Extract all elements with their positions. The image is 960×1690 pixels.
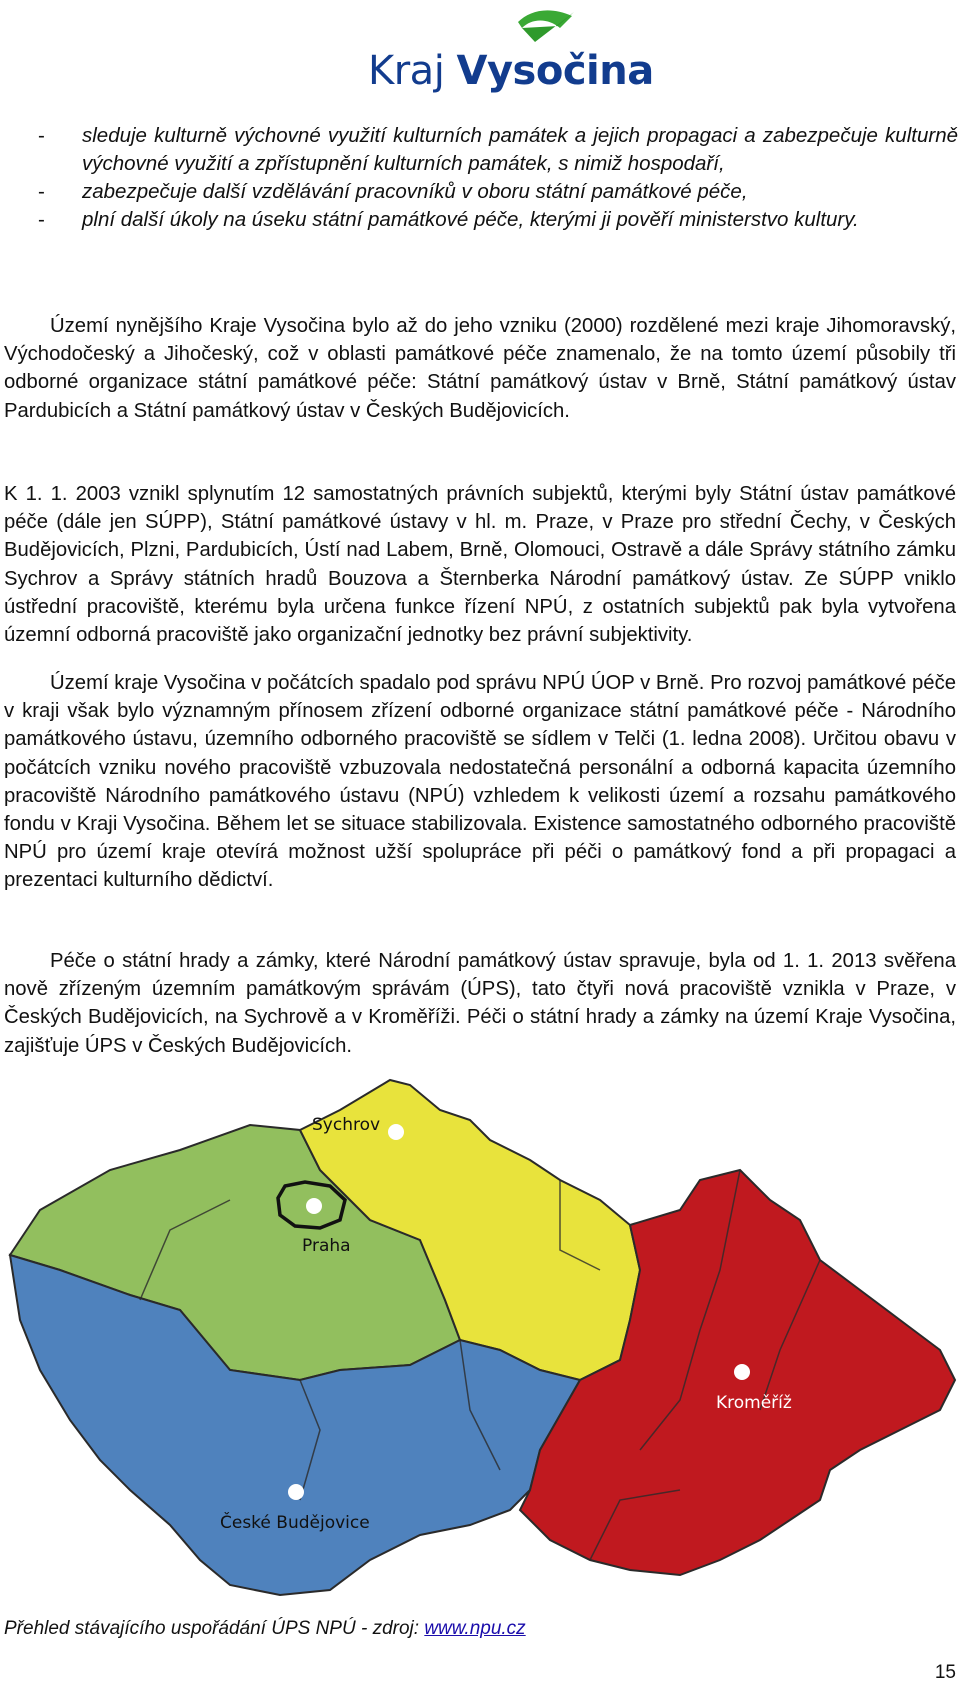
paragraph-text: K 1. 1. 2003 vznikl splynutím 12 samostatných právních subjektů, kterými byly Státní ústav památkové péče (dále jen SÚPP), Státní památkové ústavy v hl. m. Praze, v Praze pro střední Čechy, v Českých Budějovicích, Plzni, Pardubicích, Ústí nad Labem, Brně, Olomouci, Ostravě a dále Správy státního zámku Sychrov a Správy státních hradů Bouzova a Šternberka Národní památkový ústav. Ze SÚPP vniklo ústřední pracoviště, kterému byla určena funkce řízení NPÚ, z ostatních subjektů pak byla vytvořena územní odborná pracoviště jako organizační jednotky bez právní subjektivity. <box>4 483 956 647</box>
paragraph-history <box>4 312 956 425</box>
city-marker-kromeriz <box>734 1364 750 1380</box>
bullet-text: zabezpečuje další vzdělávání pracovníků v oboru státní památkové péče, <box>82 180 748 203</box>
list-item <box>38 206 958 234</box>
map-label-sychrov: Sychrov <box>312 1115 381 1135</box>
map-label-kromeriz: Kroměříž <box>716 1393 792 1413</box>
caption-text: Přehled stávajícího uspořádání ÚPS NPÚ - zdroj: <box>4 1618 425 1639</box>
bullet-list <box>38 122 958 234</box>
paragraph-vysocina <box>4 669 956 895</box>
city-marker-ceske-budejovice <box>288 1484 304 1500</box>
page-number: 15 <box>934 1662 956 1683</box>
list-item <box>38 178 958 206</box>
bullet-dash: - <box>38 208 45 231</box>
list-item <box>38 122 958 178</box>
paragraph-ups <box>4 947 956 1060</box>
logo-wordmark <box>368 48 654 94</box>
city-marker-sychrov <box>388 1124 404 1140</box>
city-marker-praha <box>306 1198 322 1214</box>
ups-regions-map <box>0 1070 960 1610</box>
bullet-dash: - <box>38 180 45 203</box>
kraj-vysocina-logo <box>360 6 654 94</box>
bullet-text: sleduje kulturně výchovné využití kulturních památek a jejich propagaci a zabezpečuje kulturně výchovné využití a zpřístupnění kulturních památek, s nimiž hospodaří, <box>82 124 958 175</box>
map-label-ceske-budejovice: České Budějovice <box>220 1513 370 1533</box>
logo-text-kraj: Kraj <box>368 48 457 94</box>
paragraph-text: Území kraje Vysočina v počátcích spadalo pod správu NPÚ ÚOP v Brně. Pro rozvoj památkové péče v kraji však bylo významným přínosem zřízení odborné organizace státní památkové péče - Národního památkového ústavu, územního odborného pracoviště se sídlem v Telči (1. ledna 2008). Určitou obavu v počátcích vzniku nového pracoviště vzbuzovala nedostatečná personální a odborná kapacita územního pracoviště Národního památkového ústavu (NPÚ) vzhledem k velikosti území a rozsahu památkového fondu v Kraji Vysočina. Během let se situace stabilizovala. Existence samostatného odborného pracoviště NPÚ pro území kraje otevírá možnost užší spolupráce při péči o památkový fond a při propagaci a prezentaci kulturního dědictví. <box>4 672 956 892</box>
map-label-praha: Praha <box>302 1236 351 1256</box>
paragraph-text: Péče o státní hrady a zámky, které Národní památkový ústav spravuje, byla od 1. 1. 2013 svěřena nově zřízeným územním památkovým správám (ÚPS), tato čtyři nová pracoviště vznikla v Praze, v Českých Budějovicích, na Sychrově a v Kroměříži. Péči o státní hrady a zámky na území Kraje Vysočina, zajišťuje ÚPS v Českých Budějovicích. <box>4 950 956 1057</box>
bullet-dash: - <box>38 124 45 147</box>
paragraph-text: Území nynějšího Kraje Vysočina bylo až do jeho vzniku (2000) rozdělené mezi kraje Jihomoravský, Východočeský a Jihočeský, což v oblasti památkové péče znamenalo, že na tomto území působily tři odborné organizace státní památkové péče: Státní památkový ústav v Brně, Státní památkový ústav Pardubicích a Státní památkový ústav v Českých Budějovicích. <box>4 315 956 422</box>
logo-text-vysocina: Vysočina <box>456 48 654 94</box>
paragraph-npu-founding <box>4 480 956 649</box>
bullet-text: plní další úkoly na úseku státní památkové péče, kterými ji pověří ministerstvo kultury. <box>82 208 859 231</box>
npu-link[interactable]: www.npu.cz <box>424 1618 526 1639</box>
map-caption <box>4 1618 526 1640</box>
